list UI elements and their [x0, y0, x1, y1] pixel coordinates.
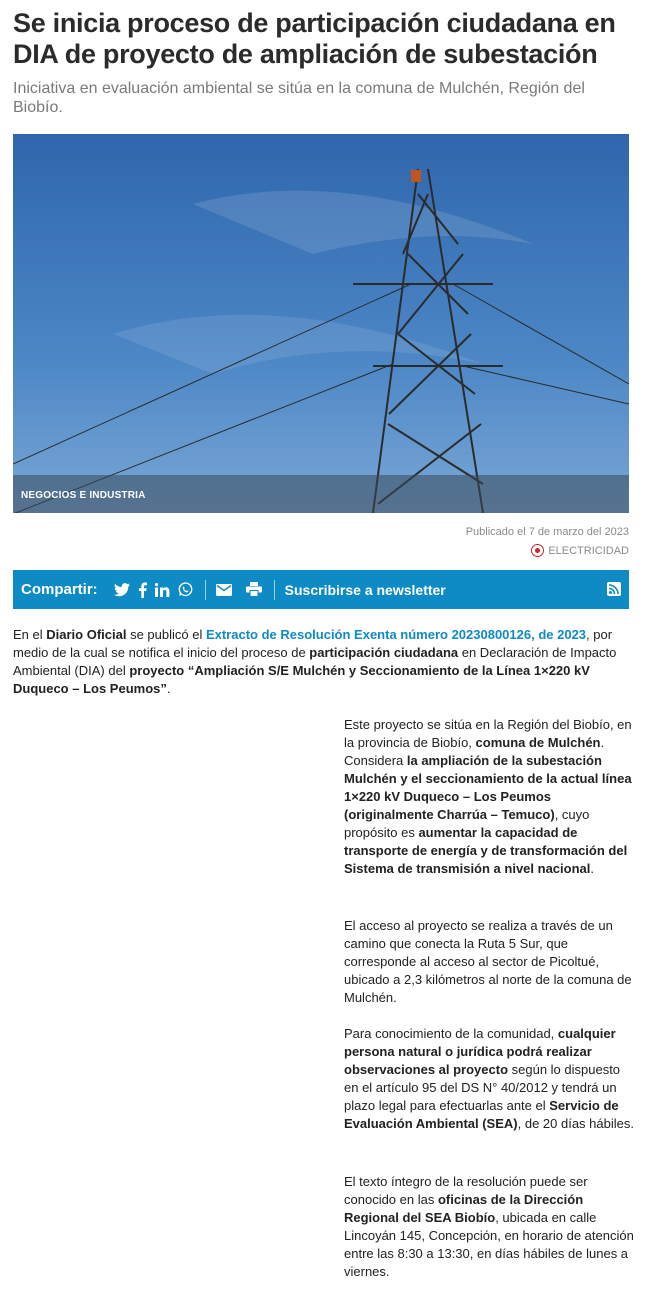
body-bold: comuna de Mulchén [475, 735, 601, 750]
body-bold: Servicio de Evaluación Ambiental (SEA) [344, 1098, 619, 1131]
intro-text: . [166, 681, 171, 696]
hero-image [13, 134, 629, 513]
share-label: Compartir: [21, 581, 98, 598]
hero-category-label[interactable]: NEGOCIOS E INDUSTRIA [21, 490, 146, 501]
print-icon[interactable] [246, 582, 262, 597]
twitter-icon[interactable] [114, 583, 130, 597]
body-bold: oficinas de la Dirección Regional del SEA Biobío [344, 1192, 584, 1225]
tag-label: ELECTRICIDAD [548, 544, 629, 557]
body-paragraph-2 [344, 917, 634, 1007]
tag-electricidad[interactable] [531, 544, 629, 557]
whatsapp-icon[interactable] [178, 582, 193, 597]
intro-text: se publicó el [126, 627, 206, 642]
intro-bold: Diario Oficial [46, 627, 127, 642]
resolution-link[interactable]: Extracto de Resolución Exenta número 20230800126, de 2023 [205, 627, 587, 642]
body-paragraph-4 [344, 1173, 634, 1281]
body-text: Este proyecto se sitúa en la Región del Biobío, en la provincia de Biobío, [344, 717, 632, 750]
body-text: , de 20 días hábiles. [517, 1116, 634, 1131]
publish-date: Publicado el 7 de marzo del 2023 [465, 526, 629, 538]
newsletter-link[interactable]: Suscribirse a newsletter [284, 581, 446, 598]
linkedin-icon[interactable] [155, 583, 170, 597]
facebook-icon[interactable] [138, 582, 147, 598]
article-subtitle: Iniciativa en evaluación ambiental se sitúa en la comuna de Mulchén, Región del Biobío. [13, 80, 585, 116]
body-text: Para conocimiento de la comunidad, [344, 1026, 558, 1041]
body-text: El acceso al proyecto se realiza a través de un camino que conecta la Ruta 5 Sur, que corresponde al acceso al sector de Picoltué, ubicado a 2,3 kilómetros al norte de la comuna de Mulchén. [344, 918, 632, 1005]
body-paragraph-3 [344, 1025, 634, 1133]
intro-bold: proyecto “Ampliación S/E Mulchén y Seccionamiento de la Línea 1×220 kV Duqueco – Los Peumos” [13, 663, 590, 696]
body-text: , cuyo propósito es [344, 807, 590, 840]
article-title: Se inicia proceso de participación ciudadana en DIA de proyecto de ampliación de subestación [13, 8, 616, 69]
body-bold: aumentar la capacidad de transporte de energía y de transformación del Sistema de transmisión a nivel nacional [344, 825, 628, 876]
intro-paragraph [13, 626, 623, 698]
intro-text: En el [13, 627, 47, 642]
share-divider [274, 580, 275, 600]
body-bold: cualquier persona natural o jurídica podrá realizar observaciones al proyecto [344, 1026, 616, 1077]
body-text: según lo dispuesto en el artículo 95 del DS N° 40/2012 y tendrá un plazo legal para efectuarlas ante el [344, 1062, 621, 1113]
rss-icon[interactable] [607, 582, 621, 596]
share-bar [13, 570, 629, 609]
share-divider [205, 580, 206, 600]
intro-bold: participación ciudadana [309, 645, 459, 660]
target-icon [531, 544, 544, 557]
body-bold: la ampliación de la subestación Mulchén y el seccionamiento de la actual línea 1×220 kV Duqueco – Los Peumos (originalmente Charrúa – Temuco) [344, 753, 632, 822]
body-text: , ubicada en calle Lincoyán 145, Concepción, en horario de atención entre las 8:30 a 13:30, en días hábiles de lunes a viernes. [344, 1210, 634, 1279]
body-paragraph-1 [344, 716, 634, 878]
body-text: . [590, 861, 594, 876]
body-text: . Considera [344, 735, 605, 768]
body-text: El texto íntegro de la resolución puede ser conocido en las [344, 1174, 588, 1207]
intro-text: en Declaración de Impacto Ambiental (DIA) del [13, 645, 617, 678]
intro-text: , por medio de la cual se notifica el inicio del proceso de [13, 627, 613, 660]
transmission-tower-photo [13, 134, 629, 513]
mail-icon[interactable] [216, 584, 232, 596]
